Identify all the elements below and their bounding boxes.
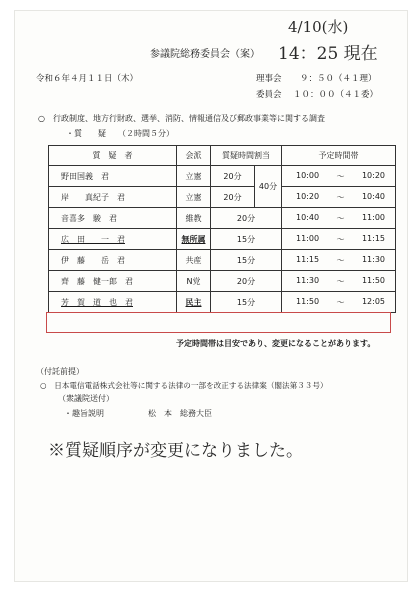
- time-allocation: 20分: [211, 208, 282, 229]
- table-header-row: [49, 146, 396, 166]
- explanation-label: ・趣旨説明: [64, 409, 104, 418]
- questioner-name: 芳 賀 道 也 君: [49, 292, 177, 313]
- meeting-iinkai-label: 委員会: [256, 90, 282, 100]
- party-name: 立憲: [177, 166, 211, 187]
- questioner-name: 齊 藤 健一郎 君: [49, 271, 177, 292]
- meeting-rijikai-time: ９：５０（４１理）: [300, 74, 377, 84]
- party-name: 共産: [177, 250, 211, 271]
- table-row: [49, 250, 396, 271]
- table-row: [49, 166, 396, 187]
- explanation-person: 松 本 総務大臣: [148, 409, 212, 418]
- questioner-name: 野田国義 君: [49, 166, 177, 187]
- time-allocation: 20分: [211, 271, 282, 292]
- agenda-item: ○ 行政制度、地方行財政、選挙、消防、情報通信及び郵政事業等に関する調査: [38, 114, 325, 123]
- qa-label: ・質 疑 （２時間５分）: [66, 129, 174, 138]
- handwritten-time-now: 14：25 現在: [278, 44, 378, 64]
- header-party: 会派: [177, 146, 211, 166]
- party-name: 維教: [177, 208, 211, 229]
- time-slot: 10:40 〜 11:00: [282, 208, 396, 229]
- qa-schedule-table: [48, 145, 396, 313]
- questioner-name: 岸 真紀子 君: [49, 187, 177, 208]
- questioner-name: 伊 藤 岳 君: [49, 250, 177, 271]
- header-questioner: 質 疑 者: [49, 146, 177, 166]
- document-title: 参議院総務委員会（案）: [150, 49, 260, 60]
- time-slot: 11:30 〜 11:50: [282, 271, 396, 292]
- time-slot: 11:15 〜 11:30: [282, 250, 396, 271]
- questioner-name: 広 田 一 君: [49, 229, 177, 250]
- handwritten-note: ※質疑順序が変更になりました。: [48, 441, 303, 461]
- time-slot: 10:00 〜 10:20: [282, 166, 396, 187]
- time-group-total: 40分: [255, 166, 282, 208]
- schedule-note: 予定時間帯は目安であり、変更になることがあります。: [176, 339, 376, 348]
- party-name: 立憲: [177, 187, 211, 208]
- time-slot: 10:20 〜 10:40: [282, 187, 396, 208]
- table-row: [49, 292, 396, 313]
- header-time-allocation: 質疑時間割当: [211, 146, 282, 166]
- time-allocation: 20分: [211, 166, 255, 187]
- table-row: [49, 229, 396, 250]
- handwritten-date: 4/10(水): [288, 18, 349, 36]
- time-allocation: 15分: [211, 229, 282, 250]
- document-date: 令和６年４月１１日（木）: [36, 74, 139, 84]
- party-name: 民主: [185, 297, 202, 307]
- questioner-name: 音喜多 駿 君: [49, 208, 177, 229]
- time-slot: 11:50 〜 12:05: [282, 292, 396, 313]
- table-row: [49, 187, 396, 208]
- table-row: [49, 271, 396, 292]
- table-row: [49, 208, 396, 229]
- header-time-slot: 予定時間帯: [282, 146, 396, 166]
- time-slot: 11:00 〜 11:15: [282, 229, 396, 250]
- time-allocation: 15分: [211, 250, 282, 271]
- bill-title: ○ 日本電信電話株式会社等に関する法律の一部を改正する法律案（閣法第３３号）: [40, 381, 328, 390]
- party-name: N党: [177, 271, 211, 292]
- party-name: 無所属: [181, 234, 206, 244]
- bill-status: （衆議院送付）: [58, 394, 114, 403]
- meeting-rijikai-label: 理事会: [256, 74, 282, 84]
- meeting-iinkai-time: １０：００（４１委）: [293, 90, 379, 100]
- time-allocation: 15分: [211, 292, 282, 313]
- fukutaku-label: （付託前提）: [36, 367, 84, 376]
- time-allocation: 20分: [211, 187, 255, 208]
